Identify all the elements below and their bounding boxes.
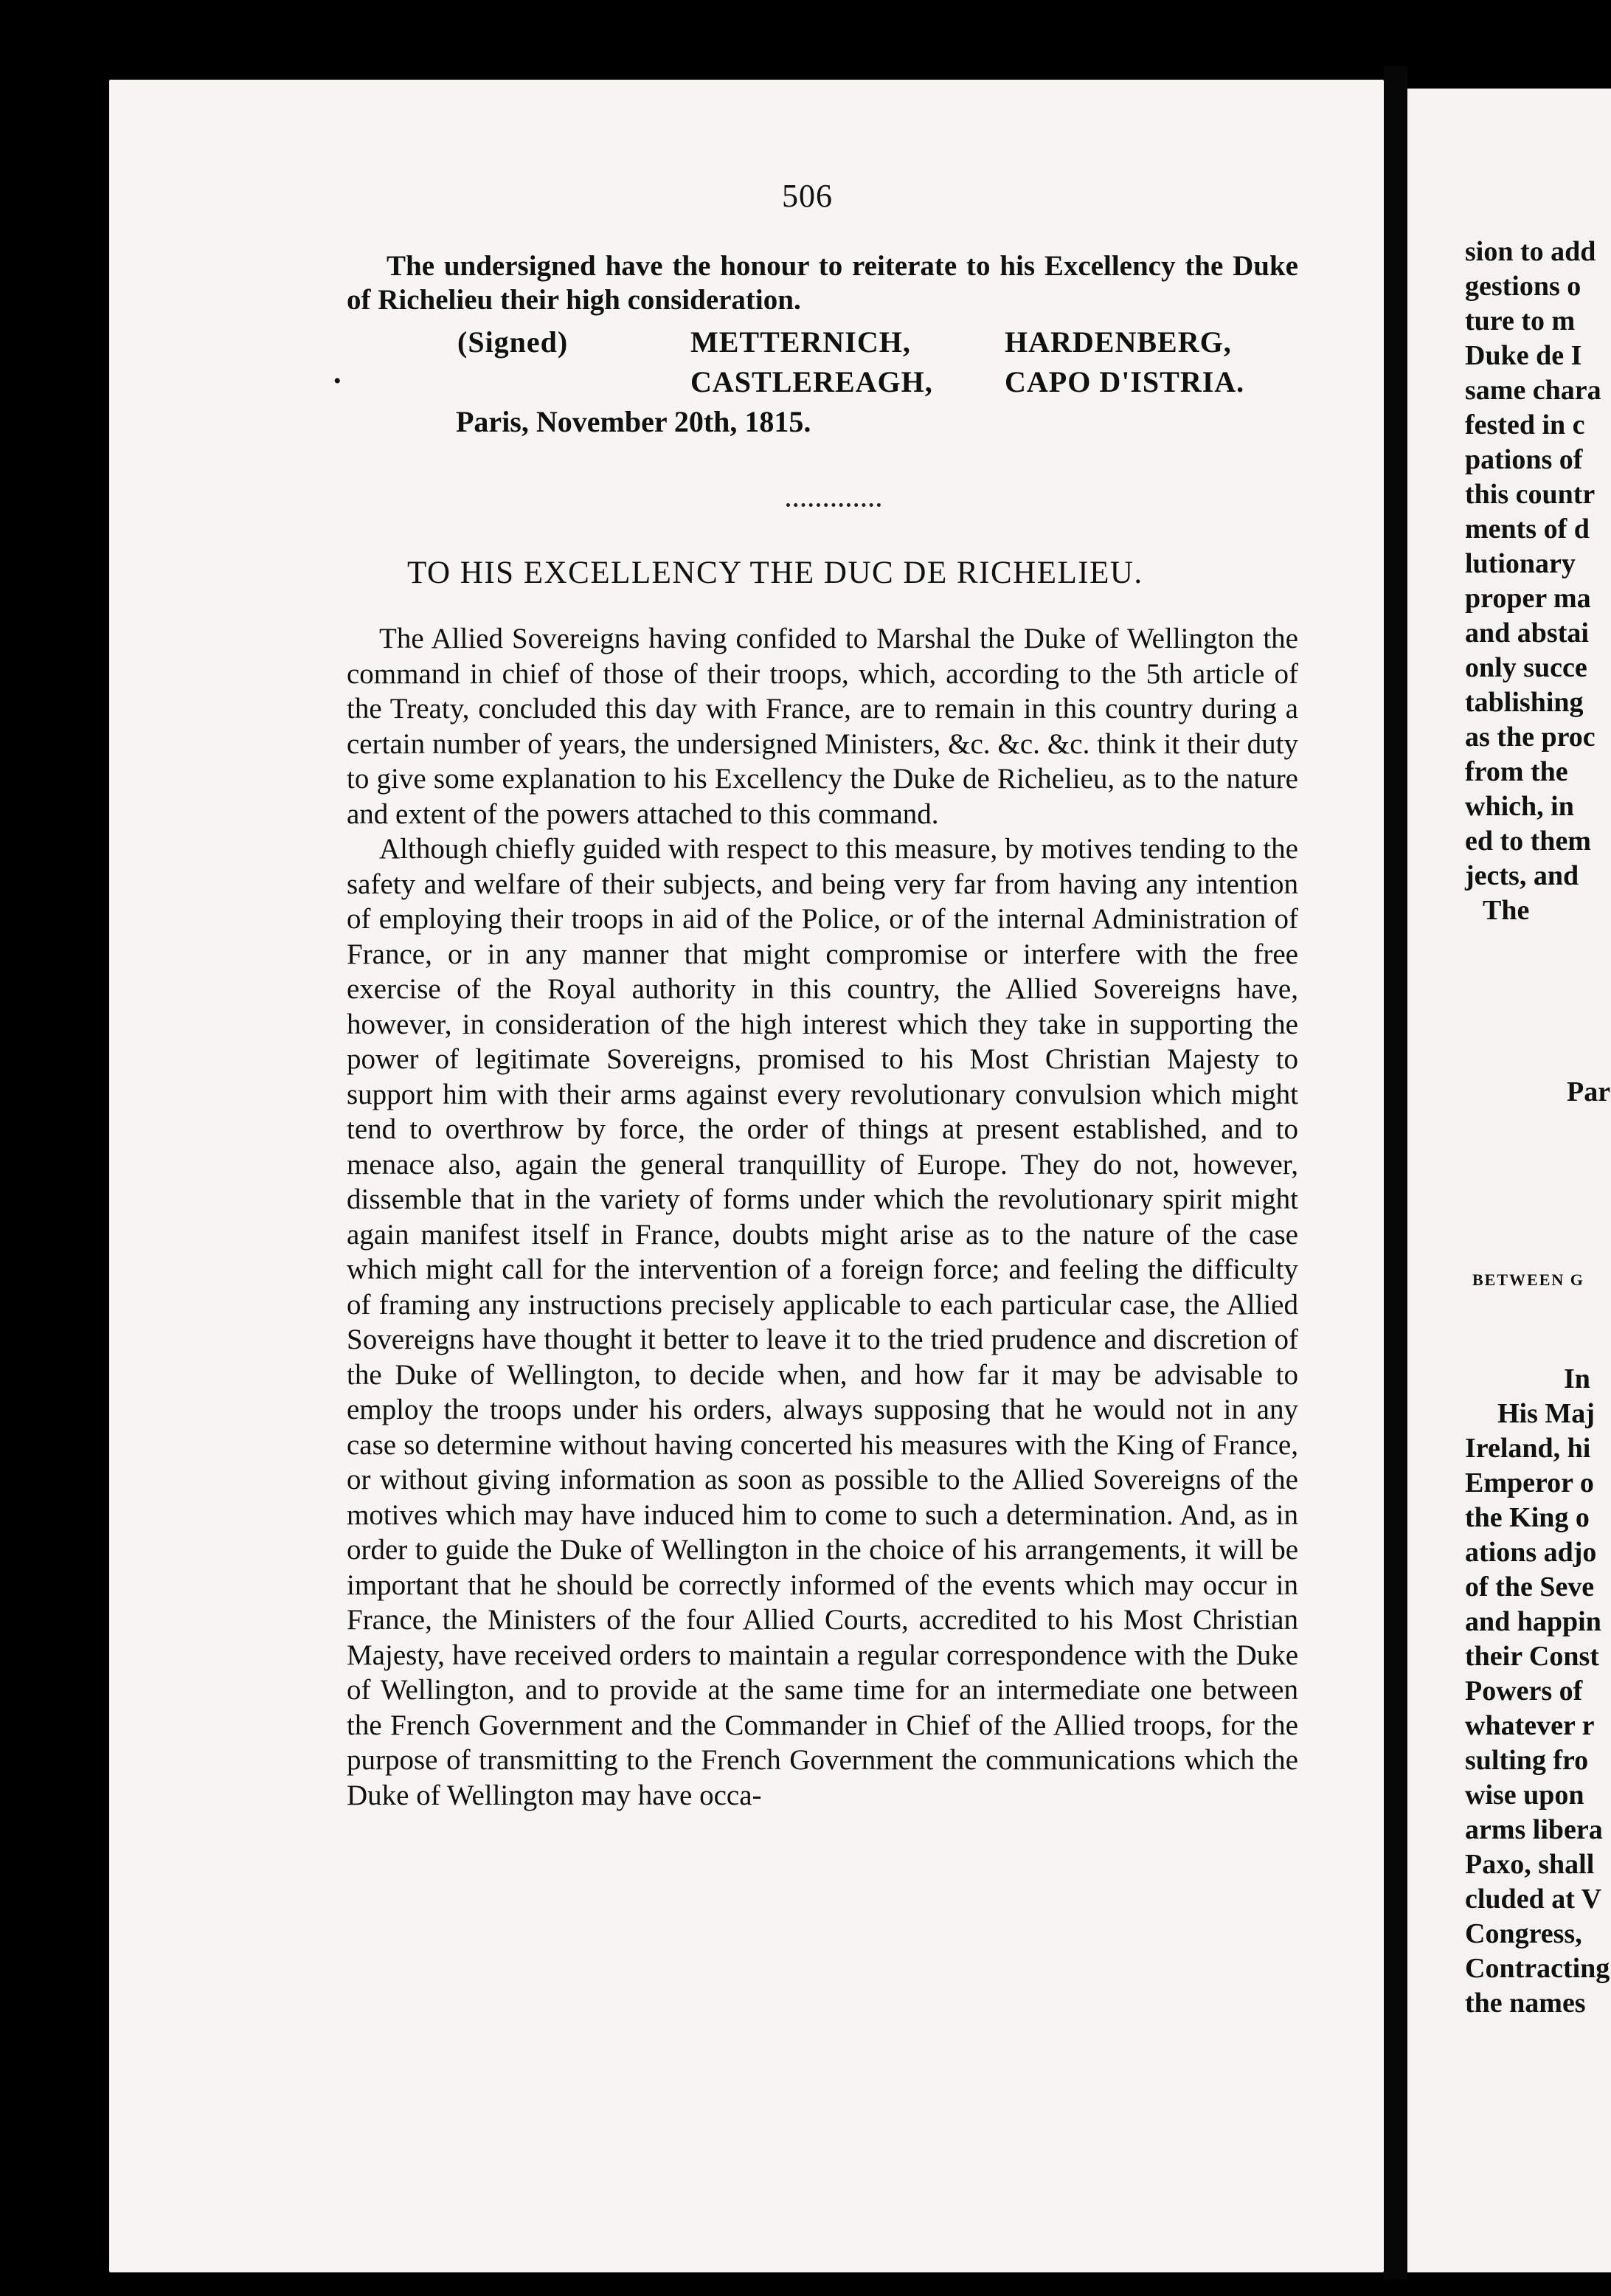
- right-line: and abstai: [1465, 618, 1589, 649]
- right-line-between: BETWEEN G: [1472, 1270, 1584, 1289]
- margin-mark-icon: •: [333, 369, 342, 393]
- right-line: ture to m: [1465, 305, 1576, 336]
- right-line: proper ma: [1465, 583, 1591, 614]
- right-line: this countr: [1465, 479, 1596, 510]
- page-number: 506: [782, 178, 833, 214]
- right-line: which, in: [1465, 791, 1574, 822]
- signatory-capo-distria: CAPO D'ISTRIA.: [1005, 365, 1245, 398]
- right-line: as the proc: [1465, 722, 1596, 753]
- right-page-column-bottom: [1465, 1362, 1611, 2021]
- right-line: sulting fro: [1465, 1745, 1589, 1776]
- right-line: whatever r: [1465, 1710, 1595, 1741]
- right-line: Paxo, shall: [1465, 1849, 1595, 1880]
- right-line: ed to them: [1465, 826, 1591, 857]
- signatory-castlereagh: CASTLEREAGH,: [690, 365, 933, 398]
- signatory-metternich: METTERNICH,: [690, 325, 911, 359]
- letter-heading: TO HIS EXCELLENCY THE DUC DE RICHELIEU.: [407, 556, 1143, 590]
- right-line: The: [1483, 895, 1530, 926]
- paragraph: Although chiefly guided with respect to this measure, by motives tending to the safety and welfare of their subjects, and being very far from having any intention of employing their troops in aid of the Police, or of the internal Administration of France, or in any manner that might compromise or interfere with the free exercise of the Royal authority in this country, the Allied Sovereigns have, however, in consideration of the high interest which they take in supporting the power of legitimate Sovereigns, promised to his Most Christian Majesty to support him with their arms against every revolutionary convulsion which might tend to overthrow by force, the order of things at present established, and to menace also, again the general tranquillity of Europe. They do not, however, dissemble that in the variety of forms under which the revolutionary spirit might again manifest itself in France, doubts might arise as to the nature of the case which might call for the intervention of a foreign force; and feeling the difficulty of framing any instructions precisely applicable to each particular case, the Allied Sovereigns have thought it better to leave it to the tried prudence and discretion of the Duke of Wellington, to decide when, and how far it may be advisable to employ the troops under his orders, always supposing that he would not in any case so determine without having concerted his measures with the King of France, or without giving information as soon as possible to the Allied Sovereigns of the motives which may have induced him to come to such a determination. And, as in order to guide the Duke of Wellington in the choice of his arrangements, it will be important that he should be correctly informed of the events which may occur in France, the Ministers of the four Allied Courts, accredited to his Most Christian Majesty, have received orders to maintain a regular correspondence with the Duke of Wellington, and to provide at the same time for an intermediate one between the French Government and the Commander in Chief of the Allied troops, for the purpose of transmitting to the French Government the communications which the Duke of Wellington may have occa-: [347, 833, 1298, 1811]
- right-line: jects, and: [1465, 860, 1579, 891]
- right-line: their Const: [1465, 1641, 1599, 1672]
- right-line: and happin: [1465, 1606, 1601, 1637]
- right-line: Emperor o: [1465, 1467, 1594, 1498]
- right-line: only succe: [1465, 652, 1587, 683]
- right-line: Powers of: [1465, 1676, 1583, 1707]
- book-gutter: [1384, 66, 1407, 2280]
- right-line: Duke de I: [1465, 340, 1582, 371]
- signatory-hardenberg: HARDENBERG,: [1005, 325, 1232, 359]
- right-line: In: [1564, 1363, 1590, 1394]
- right-line: of the Seve: [1465, 1571, 1595, 1602]
- right-line: the King o: [1465, 1502, 1590, 1533]
- right-line: wise upon: [1465, 1780, 1584, 1811]
- right-line: cluded at V: [1465, 1884, 1602, 1915]
- right-line-par: Par: [1567, 1076, 1611, 1107]
- signed-label: (Signed): [457, 325, 569, 359]
- closing-courtesy: The undersigned have the honour to reiterate to his Excellency the Duke of Richelieu their high consideration.: [347, 250, 1298, 316]
- right-line: Congress,: [1465, 1918, 1582, 1949]
- right-line: tablishing: [1465, 687, 1584, 718]
- right-line: His Maj: [1497, 1398, 1595, 1429]
- right-line: gestions o: [1465, 271, 1581, 302]
- right-line: ations adjo: [1465, 1537, 1597, 1568]
- right-line: sion to add: [1465, 236, 1596, 267]
- right-line: lutionary: [1465, 548, 1576, 579]
- letter-body: [347, 621, 1298, 1813]
- right-line: Contracting: [1465, 1953, 1610, 1984]
- right-line: from the: [1465, 756, 1568, 787]
- dateline: Paris, November 20th, 1815.: [456, 405, 811, 438]
- right-line: Ireland, hi: [1465, 1433, 1591, 1464]
- right-line: same chara: [1465, 375, 1601, 406]
- ornament-rule: [786, 493, 881, 507]
- right-line: arms libera: [1465, 1814, 1603, 1845]
- paragraph: The Allied Sovereigns having confided to Marshal the Duke of Wellington the command in chief of those of their troops, which, according to the 5th article of the Treaty, concluded this day with France, are to remain in this country during a certain number of years, the undersigned Ministers, &c. &c. &c. think it their duty to give some explanation to his Excellency the Duke de Richelieu, as to the nature and extent of the powers attached to this command.: [347, 623, 1298, 830]
- right-line: the names: [1465, 1988, 1586, 2019]
- right-line: pations of: [1465, 444, 1583, 475]
- right-line: fested in c: [1465, 409, 1585, 440]
- right-page-column-top: [1465, 235, 1611, 928]
- right-line: ments of d: [1465, 514, 1590, 544]
